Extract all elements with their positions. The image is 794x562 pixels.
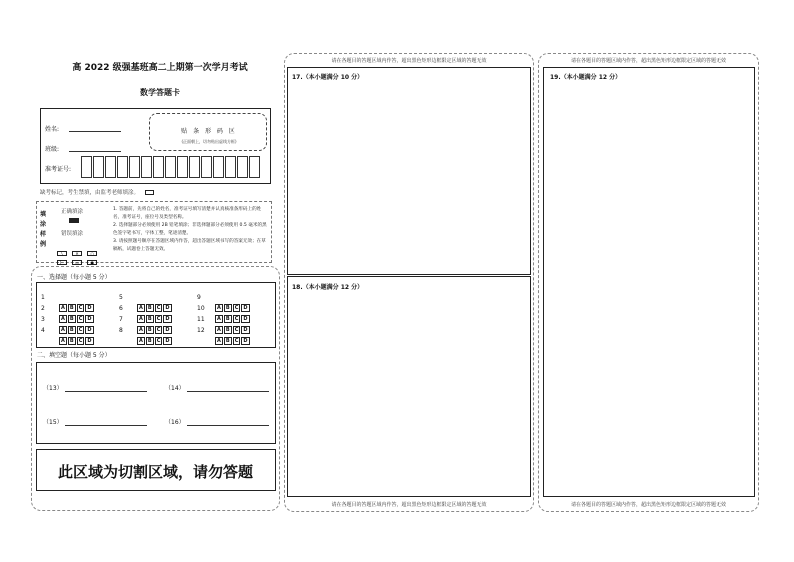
name-label: 姓名: <box>45 126 60 133</box>
choice-bubble-b[interactable]: B <box>225 338 230 344</box>
wrong-fill-samples-2: ▏ ▭ ● <box>57 249 99 268</box>
choice-bubble-d[interactable]: D <box>87 316 92 322</box>
instruction-2: 2. 选择题部分必须使用 2B 铅笔填涂；非选择题部分必须使用 0.5 毫米的黑色签字笔书写，字体工整，笔迹清楚。 <box>113 223 267 236</box>
question-number: 4 <box>41 327 45 334</box>
choice-bubble-c[interactable]: C <box>234 327 239 333</box>
ticket-digit-cell[interactable] <box>93 156 104 178</box>
fill-line-14[interactable] <box>187 391 269 392</box>
choice-bubble-d[interactable]: D <box>87 327 92 333</box>
choice-bubble-d[interactable]: D <box>243 327 248 333</box>
choice-bubble-row <box>215 327 251 346</box>
question-number: 1 <box>41 294 45 301</box>
choice-bubble-a[interactable]: A <box>61 327 65 333</box>
choice-bubble-d[interactable]: D <box>87 338 92 344</box>
ticket-digit-cell[interactable] <box>225 156 236 178</box>
choice-bubble-b[interactable]: B <box>147 316 152 322</box>
question-number: 6 <box>119 305 123 312</box>
fill-label-14: （14） <box>165 385 185 392</box>
choice-bubble-b[interactable]: B <box>69 316 74 322</box>
ticket-digit-cell[interactable] <box>201 156 212 178</box>
choice-bubble-d[interactable]: D <box>165 327 170 333</box>
ticket-digit-cell[interactable] <box>213 156 224 178</box>
ticket-label: 准考证号: <box>45 166 72 173</box>
barcode-title: 贴 条 形 码 区 <box>181 128 237 135</box>
name-field[interactable] <box>69 131 121 132</box>
fill-answer-box <box>36 362 276 444</box>
choice-bubble-row <box>137 327 173 346</box>
choice-bubble-b[interactable]: B <box>69 327 74 333</box>
panel-middle <box>284 53 534 512</box>
top-note: 请在各题目的答题区域内作答，超出黑色矩形边框限定区域的答题无效 <box>570 58 726 64</box>
choice-bubble-b[interactable]: B <box>225 305 230 311</box>
choice-bubble-a[interactable]: A <box>139 327 143 333</box>
class-label: 班级: <box>45 146 60 153</box>
ticket-digit-cell[interactable] <box>165 156 176 178</box>
card-subtitle: 数学答题卡 <box>140 88 180 97</box>
choice-bubble-a[interactable]: A <box>139 338 143 344</box>
choice-bubble-a[interactable]: A <box>61 305 65 311</box>
choice-bubble-b[interactable]: B <box>69 305 74 311</box>
exam-title: 高 2022 级强基班高二上期第一次学月考试 <box>72 63 248 73</box>
bottom-note: 请在各题目的答题区域内作答，超出黑色矩形边框限定区域的答题无效 <box>331 502 487 508</box>
choice-bubble-d[interactable]: D <box>165 338 170 344</box>
choice-bubble-a[interactable]: A <box>61 338 65 344</box>
cut-zone-text: 此区域为切割区域，请勿答题 <box>57 463 253 481</box>
choice-bubble-c[interactable]: C <box>234 305 239 311</box>
top-note: 请在各题目的答题区域内作答，超出黑色矩形边框限定区域的答题无效 <box>331 58 487 64</box>
choice-bubble-a[interactable]: A <box>217 338 221 344</box>
q18-answer-box[interactable] <box>287 276 531 497</box>
bottom-note: 请在各题目的答题区域内作答，超出黑色矩形边框限定区域的答题无效 <box>570 502 726 508</box>
choice-bubble-c[interactable]: C <box>156 305 161 311</box>
student-info-box <box>40 108 271 184</box>
section2-title: 二、填空题（每小题 5 分） <box>37 352 111 359</box>
instruction-1: 1. 答题前，先将自己的姓名，准考证号填写清楚并认真核准条形码上的姓名，准考证号，座位号及类型名称。 <box>113 207 262 220</box>
ticket-digit-cell[interactable] <box>141 156 152 178</box>
question-number: 2 <box>41 305 45 312</box>
question-number: 9 <box>197 294 201 301</box>
barcode-note: (正面朝上，切勿贴出虚线方框) <box>181 139 237 144</box>
question-number: 11 <box>197 316 205 323</box>
fill-label-13: （13） <box>43 385 63 392</box>
choice-bubble-b[interactable]: B <box>147 338 152 344</box>
choice-bubble-b[interactable]: B <box>225 316 230 322</box>
instruction-3: 3. 请按照题号顺序在答题区域内作答，超出答题区域书写的答案无效；在草稿纸，试题卷上答题无效。 <box>113 239 266 252</box>
absent-mark-box[interactable] <box>145 190 154 195</box>
section1-title: 一、选择题（每小题 5 分） <box>37 274 111 281</box>
choice-bubble-c[interactable]: C <box>78 327 83 333</box>
question-number: 3 <box>41 316 45 323</box>
choice-bubble-d[interactable]: D <box>165 316 170 322</box>
question-number: 8 <box>119 327 123 334</box>
choice-bubble-a[interactable]: A <box>217 316 221 322</box>
ticket-digit-cell[interactable] <box>177 156 188 178</box>
panel-right <box>538 53 759 512</box>
cut-zone-box <box>36 449 276 491</box>
fill-line-15[interactable] <box>65 425 147 426</box>
choice-bubble-c[interactable]: C <box>234 338 239 344</box>
ticket-digit-cell[interactable] <box>105 156 116 178</box>
choice-bubble-c[interactable]: C <box>78 316 83 322</box>
choice-bubble-a[interactable]: A <box>217 327 221 333</box>
q18-title: 18.（本小题满分 12 分） <box>292 284 364 291</box>
choice-bubble-a[interactable]: A <box>139 316 143 322</box>
ticket-digit-cell[interactable] <box>189 156 200 178</box>
choice-bubble-c[interactable]: C <box>234 316 239 322</box>
ticket-digit-cell[interactable] <box>81 156 92 178</box>
q19-answer-box[interactable] <box>543 67 755 497</box>
fill-label-15: （15） <box>43 419 63 426</box>
absent-note <box>40 188 154 196</box>
question-number: 10 <box>197 305 205 312</box>
q17-title: 17.（本小题满分 10 分） <box>292 74 364 81</box>
question-number: 12 <box>197 327 205 334</box>
ticket-digit-cell[interactable] <box>237 156 248 178</box>
choice-bubble-b[interactable]: B <box>147 327 152 333</box>
question-number: 5 <box>119 294 123 301</box>
absent-note-text: 缺考标记，考生禁填，由监考老师填涂。 <box>40 190 140 196</box>
choice-bubble-row <box>59 327 95 346</box>
fill-side-label: 填涂样例 <box>40 211 47 248</box>
barcode-area <box>149 113 267 151</box>
choice-bubble-a[interactable]: A <box>61 316 65 322</box>
fill-example-box <box>36 201 272 263</box>
ticket-number-grid[interactable] <box>81 156 269 178</box>
choice-bubble-d[interactable]: D <box>243 316 248 322</box>
ticket-digit-cell[interactable] <box>249 156 260 178</box>
choice-bubble-b[interactable]: B <box>225 327 230 333</box>
q19-title: 19.（本小题满分 12 分） <box>550 74 622 81</box>
fill-label-16: （16） <box>165 419 185 426</box>
choice-bubble-a[interactable]: A <box>217 305 221 311</box>
instructions <box>113 206 269 254</box>
fill-line-16[interactable] <box>187 425 269 426</box>
choice-bubble-d[interactable]: D <box>243 305 248 311</box>
choice-bubble-b[interactable]: B <box>147 305 152 311</box>
choice-bubble-c[interactable]: C <box>156 338 161 344</box>
choice-bubble-d[interactable]: D <box>165 305 170 311</box>
choice-answer-box <box>36 282 276 348</box>
class-field[interactable] <box>69 151 121 152</box>
fill-line-13[interactable] <box>65 391 147 392</box>
wrong-fill-samples: ╲ ✕ ○ <box>57 240 99 259</box>
ticket-digit-cell[interactable] <box>117 156 128 178</box>
ticket-digit-cell[interactable] <box>153 156 164 178</box>
choice-bubble-c[interactable]: C <box>78 305 83 311</box>
choice-bubble-b[interactable]: B <box>69 338 74 344</box>
question-number: 7 <box>119 316 123 323</box>
choice-bubble-d[interactable]: D <box>87 305 92 311</box>
ticket-digit-cell[interactable] <box>129 156 140 178</box>
choice-bubble-d[interactable]: D <box>243 338 248 344</box>
correct-fill-label: 正确填涂 <box>61 209 84 215</box>
wrong-fill-label: 错误填涂 <box>61 231 84 237</box>
correct-fill-sample <box>69 218 79 223</box>
choice-bubble-c[interactable]: C <box>156 316 161 322</box>
choice-bubble-c[interactable]: C <box>78 338 83 344</box>
choice-bubble-c[interactable]: C <box>156 327 161 333</box>
choice-bubble-a[interactable]: A <box>139 305 143 311</box>
q17-answer-box[interactable] <box>287 67 531 275</box>
